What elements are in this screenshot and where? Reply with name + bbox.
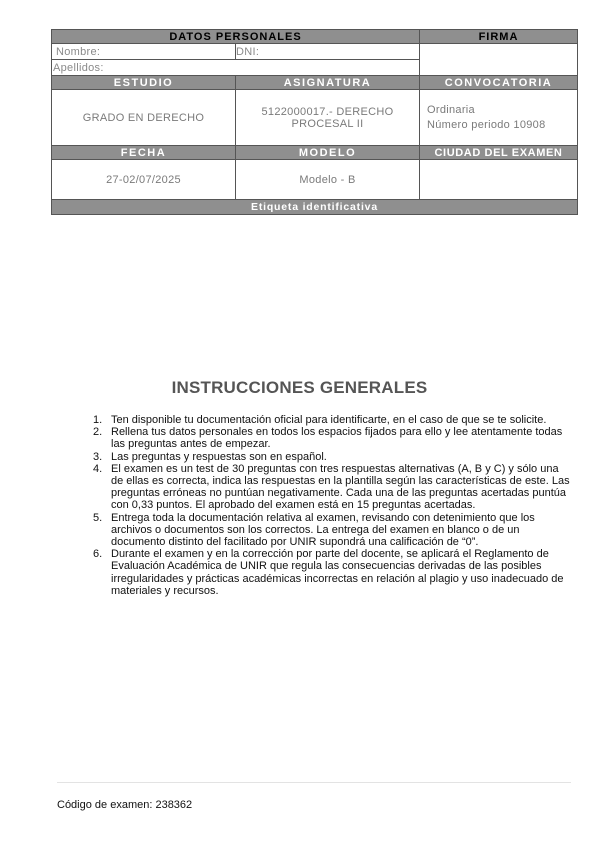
nombre-field[interactable] — [52, 44, 236, 60]
instruction-number: 1. — [93, 414, 103, 426]
asignatura-value — [236, 90, 420, 146]
asignatura-line-2: PROCESAL II — [291, 117, 364, 130]
instruction-text: Ten disponible tu documentación oficial para identificarte, en el caso de que se te solicite. — [111, 414, 547, 426]
fecha-value: 27-02/07/2025 — [52, 160, 236, 200]
instruction-text: Las preguntas y respuestas son en español. — [111, 450, 327, 463]
etiqueta-identificativa: Etiqueta identificativa — [52, 200, 578, 215]
dni-label: DNI: — [236, 45, 260, 58]
exam-header-table — [51, 29, 578, 215]
nombre-label: Nombre: — [56, 45, 101, 58]
instruction-number: 6. — [93, 548, 103, 561]
convocatoria-value — [420, 90, 578, 146]
modelo-value: Modelo - B — [236, 160, 420, 200]
convocatoria-line-2: Número periodo 10908 — [427, 118, 546, 131]
instruction-item — [93, 548, 573, 597]
instructions-list — [93, 414, 573, 597]
instruction-text: El examen es un test de 30 preguntas con tres respuestas alternativas (A, B y C) y sólo una de ellas es correcta, indica las respuestas en la plantilla según las características de este. Las preguntas erróneas no puntúan negativamente. Cada una de las preguntas acertadas puntúa con 0,33 puntos. El aprobado del examen está en 15 preguntas acertadas. — [111, 462, 570, 512]
firma-header: FIRMA — [420, 30, 578, 44]
instruction-number: 4. — [93, 462, 103, 475]
ciudad-field[interactable] — [420, 160, 578, 200]
instruction-item — [93, 451, 573, 463]
instruction-item — [93, 414, 573, 426]
instruction-item — [93, 463, 573, 512]
instruction-number: 5. — [93, 511, 103, 524]
apellidos-field[interactable] — [52, 60, 420, 76]
modelo-header: MODELO — [236, 146, 420, 160]
instruction-number: 3. — [93, 450, 103, 463]
estudio-value: GRADO EN DERECHO — [52, 90, 236, 146]
instruction-item — [93, 426, 573, 450]
asignatura-line-1: 5122000017.- DERECHO — [261, 105, 394, 118]
convocatoria-line-1: Ordinaria — [427, 103, 475, 116]
firma-box[interactable] — [420, 44, 578, 76]
asignatura-header: ASIGNATURA — [236, 76, 420, 90]
instruction-item — [93, 512, 573, 549]
instruction-text: Rellena tus datos personales en todos los espacios fijados para ello y lee atentamente todas las preguntas antes de empezar. — [111, 426, 563, 451]
footer-divider — [57, 782, 571, 783]
estudio-header: ESTUDIO — [52, 76, 236, 90]
apellidos-label: Apellidos: — [53, 61, 104, 74]
instruction-number: 2. — [93, 426, 103, 439]
exam-code: Código de examen: 238362 — [57, 799, 193, 811]
convocatoria-header: CONVOCATORIA — [420, 76, 578, 90]
instruction-text: Entrega toda la documentación relativa al examen, revisando con detenimiento que los archivos o documentos son los correctos. La entrega del examen en blanco o de un documento distinto del facilitado por UNIR supondrá una calificación de “0”. — [111, 511, 535, 549]
fecha-header: FECHA — [52, 146, 236, 160]
dni-field[interactable] — [236, 44, 420, 60]
datos-personales-header: DATOS PERSONALES — [52, 30, 420, 44]
ciudad-header: CIUDAD DEL EXAMEN — [420, 146, 578, 160]
instructions-title: INSTRUCCIONES GENERALES — [171, 378, 428, 397]
instruction-text: Durante el examen y en la corrección por parte del docente, se aplicará el Reglamento de Evaluación Académica de UNIR que regula las consecuencias derivadas de las posibles irregularidades y prácticas académicas incorrectas en relación al plagio y uso inadecuado de materiales y recursos. — [111, 548, 564, 597]
